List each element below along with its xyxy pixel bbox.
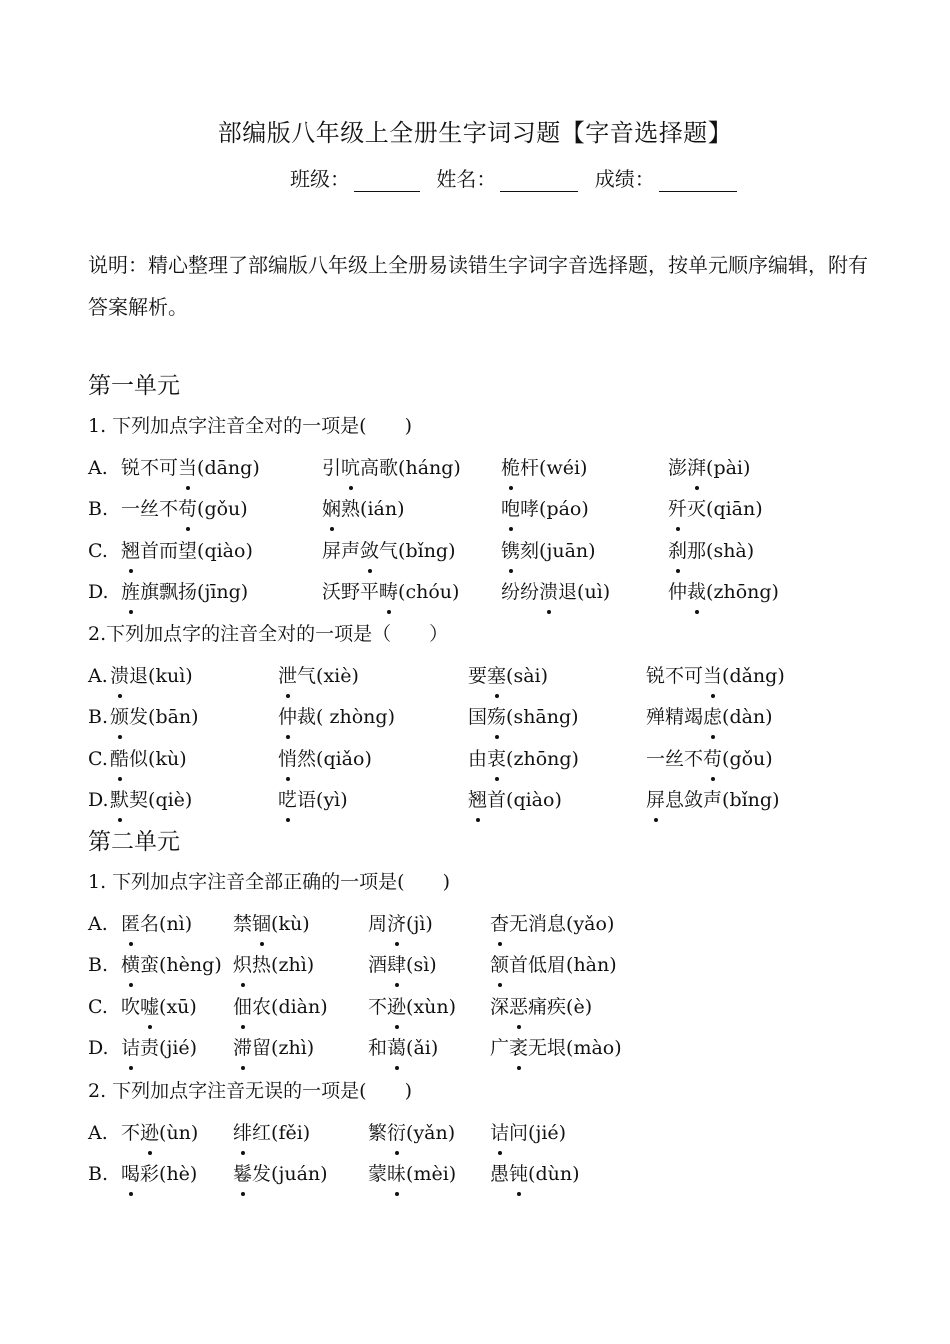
- pinyin: (qiào): [197, 539, 253, 562]
- word-text: 名: [140, 912, 160, 935]
- pinyin: (diàn): [271, 995, 328, 1018]
- word-text: 似: [129, 747, 149, 770]
- pinyin: (dùn): [528, 1163, 580, 1185]
- word-text: 纷纷: [501, 581, 540, 603]
- dotted-character: 衷: [487, 744, 506, 774]
- option-letter: A.: [88, 1121, 108, 1144]
- word-text: 首: [487, 789, 507, 811]
- word-text: 蛮: [140, 954, 160, 976]
- word-item: [501, 453, 587, 483]
- word-item: [368, 909, 433, 939]
- dotted-character: 呓: [278, 785, 297, 815]
- pinyin: (yì): [316, 789, 348, 811]
- dotted-character: 诘: [121, 1033, 140, 1063]
- pinyin: (xùn): [406, 995, 457, 1018]
- pinyin: (yǎo): [566, 912, 615, 935]
- word-item: [278, 661, 359, 691]
- option-letter: D.: [88, 1037, 109, 1059]
- unit-heading: 第二单元: [88, 829, 180, 855]
- pinyin: (ùn): [159, 1121, 199, 1144]
- dotted-character: 吭: [341, 453, 360, 483]
- word-item: [668, 577, 779, 607]
- word-text: 愚: [490, 1163, 510, 1185]
- dotted-character: 袤: [509, 1033, 528, 1063]
- pinyin: (uì): [577, 581, 611, 603]
- word-item: [468, 702, 579, 732]
- word-item: [668, 536, 754, 566]
- word-text: 农: [252, 995, 272, 1018]
- word-item: [490, 950, 617, 980]
- option-letter: C.: [88, 539, 108, 562]
- word-item: [668, 494, 763, 524]
- pinyin: (sài): [506, 664, 549, 687]
- word-item: [233, 1118, 310, 1148]
- word-text: 繁: [368, 1121, 388, 1144]
- option-letter: D.: [88, 789, 109, 811]
- dotted-character: 衍: [387, 1118, 406, 1148]
- word-item: [121, 909, 192, 939]
- word-text: 吹: [121, 995, 141, 1018]
- dotted-character: 虑: [703, 702, 722, 732]
- option-letter: B.: [88, 954, 109, 976]
- word-text: 彩: [140, 1163, 160, 1185]
- dotted-character: 裁: [687, 577, 706, 607]
- dotted-character: 塞: [487, 661, 506, 691]
- option-letter: A.: [88, 456, 108, 479]
- pinyin: (jié): [528, 1121, 567, 1144]
- word-item: [368, 1033, 438, 1063]
- pinyin: (xiè): [316, 664, 359, 687]
- option-letter: C.: [88, 747, 108, 770]
- dotted-character: 当: [703, 661, 722, 691]
- word-text: 退: [129, 664, 149, 687]
- dotted-character: 佃: [233, 992, 252, 1022]
- word-text: 要: [468, 664, 488, 687]
- word-text: 热: [252, 954, 272, 976]
- word-item: [490, 1033, 622, 1063]
- class-label: 班级：: [290, 167, 350, 191]
- dotted-character: 横: [121, 950, 140, 980]
- word-item: [646, 702, 773, 732]
- word-item: [368, 950, 437, 980]
- word-item: [233, 992, 328, 1022]
- word-text: 澎: [668, 456, 688, 479]
- pinyin: (juān): [539, 539, 596, 562]
- word-text: 问: [509, 1121, 529, 1144]
- word-text: 红: [252, 1121, 272, 1144]
- score-blank[interactable]: [659, 167, 737, 192]
- word-item: [233, 1159, 328, 1189]
- word-item: [233, 950, 314, 980]
- answer-option-row[interactable]: [88, 453, 888, 483]
- pinyin: (ián): [360, 498, 405, 520]
- dotted-character: 桅: [501, 453, 520, 483]
- dotted-character: 泄: [278, 661, 297, 691]
- pinyin: (qiān): [706, 498, 763, 520]
- word-text: 锐不可: [121, 456, 179, 479]
- pinyin: (zhōng): [706, 581, 779, 603]
- word-text: 然: [297, 747, 317, 770]
- pinyin: (wéi): [539, 456, 588, 479]
- word-text: 发: [129, 706, 149, 728]
- pinyin: (nì): [159, 912, 193, 935]
- description: 说明：精心整理了部编版八年级上全册易读错生字词字音选择题，按单元顺序编辑，附有答案解析。: [88, 253, 868, 319]
- option-letter: B.: [88, 1163, 109, 1185]
- dotted-character: 悄: [278, 744, 297, 774]
- dotted-character: 喝: [121, 1159, 140, 1189]
- word-text: 首而望: [140, 539, 198, 562]
- name-blank[interactable]: [500, 167, 578, 192]
- dotted-character: 敛: [360, 536, 379, 566]
- answer-option-row[interactable]: [88, 785, 888, 815]
- word-item: [233, 909, 310, 939]
- dotted-character: 殇: [487, 702, 506, 732]
- word-text: 由: [468, 747, 488, 770]
- word-item: [110, 744, 187, 774]
- word-item: [110, 702, 199, 732]
- dotted-character: 济: [387, 909, 406, 939]
- pinyin: (mèi): [406, 1163, 457, 1185]
- option-letter: D.: [88, 581, 109, 603]
- word-text: 首低眉: [509, 954, 567, 976]
- dotted-character: 蔼: [387, 1033, 406, 1063]
- word-item: [121, 1033, 197, 1063]
- pinyin: (mào): [566, 1037, 622, 1059]
- dotted-character: 恶: [509, 992, 528, 1022]
- word-item: [110, 785, 192, 815]
- word-text: 禁: [233, 912, 253, 935]
- option-letter: B.: [88, 498, 109, 520]
- word-text: 蒙: [368, 1163, 388, 1185]
- word-text: 和: [368, 1037, 388, 1059]
- word-text: 不: [368, 995, 388, 1018]
- word-item: [322, 453, 461, 483]
- word-text: 哮: [520, 498, 540, 520]
- pinyin: (qiào): [506, 789, 562, 811]
- pinyin: (bān): [148, 706, 199, 728]
- dotted-character: 翘: [468, 785, 487, 815]
- word-item: [278, 744, 372, 774]
- word-item: [668, 453, 750, 483]
- word-item: [490, 909, 614, 939]
- dotted-character: 昧: [387, 1159, 406, 1189]
- pinyin: (háng): [398, 456, 461, 479]
- word-text: 旗飘扬: [140, 581, 198, 603]
- word-item: [322, 494, 405, 524]
- word-item: [278, 785, 348, 815]
- pinyin: (dāng): [197, 456, 260, 479]
- word-text: 沃野平: [322, 581, 380, 603]
- dotted-character: 逊: [387, 992, 406, 1022]
- word-item: [490, 1118, 566, 1148]
- pinyin: (bǐng): [722, 789, 780, 811]
- pinyin: (shà): [706, 539, 755, 562]
- answer-option-row[interactable]: [88, 744, 888, 774]
- word-text: 息敛声: [665, 789, 723, 811]
- word-item: [121, 950, 222, 980]
- answer-option-row[interactable]: [88, 950, 888, 980]
- word-text: 责: [140, 1037, 160, 1059]
- word-text: 熟: [341, 498, 361, 520]
- word-text: 酒: [368, 954, 388, 976]
- word-text: 退: [558, 581, 578, 603]
- dotted-character: 锢: [252, 909, 271, 939]
- word-item: [121, 1118, 198, 1148]
- word-item: [368, 1118, 455, 1148]
- pinyin: (sì): [406, 954, 437, 976]
- score-label: 成绩：: [594, 167, 655, 191]
- word-item: [468, 744, 579, 774]
- pinyin: ( zhòng): [316, 706, 395, 728]
- word-text: 不: [121, 1121, 141, 1144]
- pinyin: (qiǎo): [316, 747, 372, 770]
- dotted-character: 溃: [110, 661, 129, 691]
- question-stem: 2. 下列加点字注音无误的一项是( ): [88, 1080, 412, 1102]
- dotted-character: 苟: [178, 494, 197, 524]
- word-text: 锐不可: [646, 664, 704, 687]
- word-item: [121, 536, 253, 566]
- dotted-character: 仲: [278, 702, 297, 732]
- word-item: [110, 661, 193, 691]
- dotted-character: 歼: [668, 494, 687, 524]
- pinyin: (jié): [159, 1037, 198, 1059]
- word-text: 殚精竭: [646, 706, 704, 728]
- pinyin: (zhōng): [506, 747, 579, 770]
- student-info-line: [290, 163, 747, 192]
- dotted-character: 咆: [501, 494, 520, 524]
- dotted-character: 畴: [379, 577, 398, 607]
- dotted-character: 湃: [687, 453, 706, 483]
- word-text: 无消息: [509, 912, 567, 935]
- dotted-character: 当: [178, 453, 197, 483]
- answer-option-row[interactable]: [88, 1033, 888, 1063]
- dotted-character: 嘘: [140, 992, 159, 1022]
- word-text: 深: [490, 995, 510, 1018]
- option-letter: B.: [88, 706, 109, 728]
- word-text: 留: [252, 1037, 272, 1059]
- pinyin: (zhì): [271, 954, 315, 976]
- dotted-character: 溃: [539, 577, 558, 607]
- dotted-character: 刹: [668, 536, 687, 566]
- word-item: [490, 1159, 580, 1189]
- word-text: 刻: [520, 539, 540, 562]
- word-text: 引: [322, 456, 342, 479]
- word-item: [121, 577, 248, 607]
- pinyin: (juán): [271, 1163, 328, 1185]
- word-item: [121, 494, 248, 524]
- dotted-character: 肆: [387, 950, 406, 980]
- answer-option-row[interactable]: [88, 536, 888, 566]
- answer-option-row[interactable]: [88, 1159, 888, 1189]
- word-text: 国: [468, 706, 488, 728]
- word-item: [646, 661, 785, 691]
- word-text: 那: [687, 539, 707, 562]
- dotted-character: 旌: [121, 577, 140, 607]
- word-item: [468, 785, 562, 815]
- word-text: 高歌: [360, 456, 399, 479]
- pinyin: (kù): [271, 912, 310, 935]
- word-item: [468, 661, 548, 691]
- dotted-character: 颔: [490, 950, 509, 980]
- word-item: [322, 536, 456, 566]
- word-item: [646, 744, 773, 774]
- unit-heading: 第一单元: [88, 373, 180, 399]
- dotted-character: 镌: [501, 536, 520, 566]
- dotted-character: 滞: [233, 1033, 252, 1063]
- dotted-character: 诘: [490, 1118, 509, 1148]
- pinyin: (yǎn): [406, 1121, 456, 1144]
- pinyin: (jì): [406, 912, 433, 935]
- word-text: 灭: [687, 498, 707, 520]
- dotted-character: 匿: [121, 909, 140, 939]
- pinyin: (kuì): [148, 664, 193, 687]
- question-stem: 2.下列加点字的注音全对的一项是（ ）: [88, 623, 449, 645]
- answer-option-row[interactable]: [88, 494, 888, 524]
- word-text: 无垠: [528, 1037, 567, 1059]
- pinyin: (dàn): [722, 706, 773, 728]
- dotted-character: 娴: [322, 494, 341, 524]
- question-stem: 1. 下列加点字注音全部正确的一项是( ): [88, 871, 450, 893]
- dotted-character: 苟: [703, 744, 722, 774]
- word-text: 气: [297, 664, 317, 687]
- answer-option-row[interactable]: [88, 702, 888, 732]
- word-text: 气: [379, 539, 399, 562]
- answer-option-row[interactable]: [88, 577, 888, 607]
- word-text: 杆: [520, 456, 540, 479]
- word-item: [322, 577, 459, 607]
- pinyin: (zhì): [271, 1037, 315, 1059]
- dotted-character: 钝: [509, 1159, 528, 1189]
- dotted-character: 杳: [490, 909, 509, 939]
- dotted-character: 酷: [110, 744, 129, 774]
- option-letter: A.: [88, 664, 108, 687]
- word-item: [278, 702, 395, 732]
- option-letter: A.: [88, 912, 108, 935]
- dotted-character: 屏: [646, 785, 665, 815]
- dotted-character: 颁: [110, 702, 129, 732]
- pinyin: (pài): [706, 456, 751, 479]
- question-stem: 1. 下列加点字注音全对的一项是( ): [88, 415, 412, 437]
- word-text: 裁: [297, 706, 317, 728]
- word-text: 周: [368, 912, 388, 935]
- word-text: 痛疾: [528, 995, 567, 1018]
- class-blank[interactable]: [354, 167, 420, 192]
- word-item: [368, 992, 456, 1022]
- word-text: 一丝不: [646, 747, 704, 770]
- pinyin: (è): [566, 995, 593, 1018]
- dotted-character: 绯: [233, 1118, 252, 1148]
- word-item: [501, 536, 596, 566]
- word-item: [646, 785, 780, 815]
- pinyin: (bǐng): [398, 539, 456, 562]
- pinyin: (xū): [159, 995, 197, 1018]
- word-item: [121, 453, 260, 483]
- word-item: [121, 992, 197, 1022]
- word-text: 广: [490, 1037, 510, 1059]
- word-item: [501, 577, 610, 607]
- pinyin: (hè): [159, 1163, 198, 1185]
- dotted-character: 炽: [233, 950, 252, 980]
- word-text: 仲: [668, 581, 688, 603]
- answer-option-row[interactable]: [88, 992, 888, 1022]
- pinyin: (dǎng): [722, 664, 785, 687]
- word-text: 发: [252, 1163, 272, 1185]
- word-item: [233, 1033, 314, 1063]
- dotted-character: 默: [110, 785, 129, 815]
- pinyin: (shāng): [506, 706, 579, 728]
- answer-option-row[interactable]: [88, 909, 888, 939]
- pinyin: (fěi): [271, 1121, 311, 1144]
- pinyin: (ǎi): [406, 1037, 439, 1059]
- page-title: 部编版八年级上全册生字词习题【字音选择题】: [217, 119, 733, 147]
- pinyin: (qiè): [148, 789, 193, 811]
- word-item: [501, 494, 589, 524]
- pinyin: (páo): [539, 498, 589, 520]
- dotted-character: 逊: [140, 1118, 159, 1148]
- word-item: [368, 1159, 456, 1189]
- word-text: 契: [129, 789, 149, 811]
- word-item: [490, 992, 592, 1022]
- dotted-character: 鬈: [233, 1159, 252, 1189]
- word-text: 屏声: [322, 539, 361, 562]
- answer-option-row[interactable]: [88, 661, 888, 691]
- pinyin: (gǒu): [722, 747, 773, 770]
- answer-option-row[interactable]: [88, 1118, 888, 1148]
- pinyin: (hèng): [159, 954, 222, 976]
- word-item: [121, 1159, 197, 1189]
- pinyin: (jīng): [197, 581, 249, 603]
- dotted-character: 翘: [121, 536, 140, 566]
- pinyin: (kù): [148, 747, 187, 770]
- pinyin: (chóu): [398, 581, 460, 603]
- name-label: 姓名：: [436, 167, 497, 191]
- word-text: 语: [297, 789, 317, 811]
- word-text: 一丝不: [121, 498, 179, 520]
- pinyin: (gǒu): [197, 498, 248, 520]
- pinyin: (hàn): [566, 954, 617, 976]
- option-letter: C.: [88, 995, 108, 1018]
